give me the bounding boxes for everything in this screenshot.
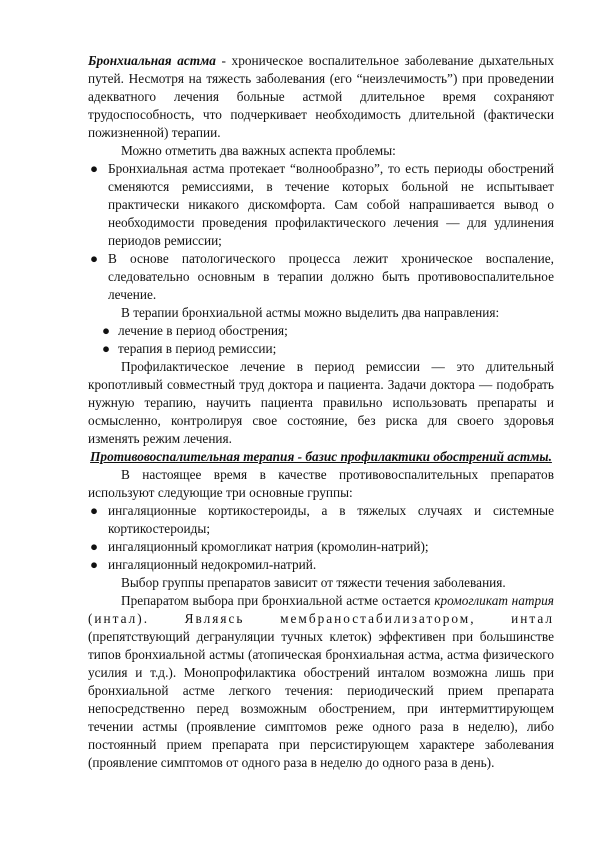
directions-intro: В терапии бронхиальной астмы можно выделить два направления:: [121, 305, 500, 320]
text-body: [88, 52, 554, 772]
bullet-icon: ●: [90, 539, 99, 554]
list-item: [88, 160, 554, 250]
drug-name: кромогликат натрия: [434, 593, 554, 608]
intro-text: хроническое воспалительное заболевание дыхательных путей. Несмотря на тяжесть заболевания (его “неизлечимость”) при проведении адекватного лечения больные астмой длительное время сохраняют трудоспособность, что подчеркивает необходимость длительной (фактически пожизненной) терапии.: [88, 53, 555, 140]
aspect-text: Бронхиальная астма протекает “волнообразно”, то есть периоды обострений сменяются ремиссиями, в течение которых больной не испытывает практически никакого дискомфорта. Сам собой напрашивается вывод о необходимости проведения профилактического лечения — для удлинения периодов ремиссии;: [108, 161, 554, 248]
aspects-intro: Можно отметить два важных аспекта проблемы:: [121, 143, 396, 158]
group-text: ингаляционные кортикостероиды, а в тяжелых случаях и системные кортикостероиды;: [108, 503, 554, 536]
list-item: [88, 556, 554, 574]
groups-intro: В настоящее время в качестве противовоспалительных препаратов используют следующие три основные группы:: [88, 467, 554, 500]
drug-rest: (препятствующий дегрануляции тучных клеток) эффективен при большинстве типов бронхиальной астмы (атопическая бронхиальная астма, астма физического усилия и т.д.). Монопрофилактика обострений интaлом возможна лишь при бронхиальной астме легкого течения: периодический прием препарата непосредственно перед возможным обострением, при интермиттирующем течении астмы (проявление симптомов реже одного раза в неделю), либо постоянный прием препарата при персистирующем характере заболевания (проявление симптомов от одного раза в неделю до одного раза в день).: [88, 629, 554, 770]
prophylaxis-paragraph: Профилактическое лечение в период ремиссии — это длительный кропотливый совместный труд доктора и пациента. Задачи доктора — подобрать нужную терапию, научить пациента правильно использовать препараты и осмысленно, контролируя свое состояние, без риска для своего здоровья изменять режим лечения.: [88, 359, 554, 446]
list-item: [88, 538, 554, 556]
drug-paragraph: [88, 592, 554, 772]
term-title: Бронхиальная астма: [88, 53, 216, 68]
drug-spaced-text: (интал). Являясь мембраностабилизатором, интал: [88, 611, 554, 626]
list-item: [88, 250, 554, 304]
list-item: [88, 340, 554, 358]
intro-dash: -: [215, 53, 232, 68]
drug-lead: Препаратом выбора при бронхиальной астме остается: [121, 593, 431, 608]
bullet-icon: ●: [90, 503, 99, 518]
list-item: [88, 502, 554, 538]
section-heading: Противовоспалительная терапия - базис профилактики обострений астмы.: [90, 449, 552, 464]
list-item: [88, 322, 554, 340]
group-text: ингаляционный кромогликат натрия (кромолин-натрий);: [108, 539, 429, 554]
bullet-icon: ●: [102, 323, 111, 338]
group-text: ингаляционный недокромил-натрий.: [108, 557, 317, 572]
intro-paragraph: [88, 52, 554, 142]
bullet-icon: ●: [102, 341, 111, 356]
bullet-icon: ●: [90, 557, 99, 572]
aspect-text: В основе патологического процесса лежит хроническое воспаление, следовательно основным в терапии должно быть противовоспалительное лечение.: [108, 251, 554, 302]
bullet-icon: ●: [90, 251, 99, 266]
choice-paragraph: Выбор группы препаратов зависит от тяжести течения заболевания.: [121, 575, 506, 590]
direction-text: терапия в период ремиссии;: [118, 341, 277, 356]
direction-text: лечение в период обострения;: [118, 323, 288, 338]
bullet-icon: ●: [90, 161, 99, 176]
